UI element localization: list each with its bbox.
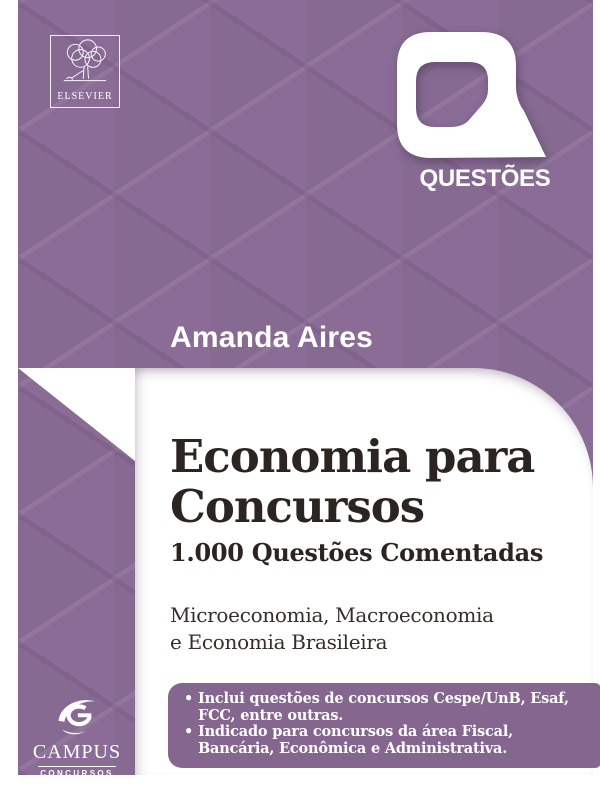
campus-imprint xyxy=(22,694,132,778)
elsevier-logo-box xyxy=(50,35,120,108)
book-topics xyxy=(170,602,494,656)
q-speech-bubble-icon xyxy=(395,30,548,160)
campus-subname: CONCURSOS xyxy=(40,769,114,778)
elsevier-label: ELSEVIER xyxy=(57,91,113,102)
white-area-wedge xyxy=(18,368,135,461)
campus-e-swirl-icon xyxy=(50,723,104,740)
highlight-line xyxy=(184,691,591,708)
bullet-dot: • xyxy=(184,723,194,740)
book-title xyxy=(170,432,534,532)
author-name: Amanda Aires xyxy=(170,321,374,354)
bullet-dot xyxy=(184,741,198,758)
series-label: QUESTÕES xyxy=(419,165,551,192)
highlight-line xyxy=(184,724,591,741)
book-subtitle: 1.000 Questões Comentadas xyxy=(170,538,544,567)
bullet-dot: • xyxy=(184,690,194,707)
campus-divider xyxy=(38,766,116,767)
highlights-box xyxy=(168,683,600,768)
bullet-dot xyxy=(184,708,198,725)
highlight-text: FCC, entre outras. xyxy=(198,706,344,724)
content-panel xyxy=(135,368,593,775)
elsevier-tree-icon xyxy=(54,39,116,90)
book-title-line2: Concursos xyxy=(170,480,425,533)
topics-line2: e Economia Brasileira xyxy=(170,630,388,654)
highlight-text: Inclui questões de concursos Cespe/UnB, Esaf, xyxy=(198,690,569,707)
highlight-line xyxy=(184,741,591,758)
highlight-text: Bancária, Econômica e Administrativa. xyxy=(198,739,508,757)
highlight-line xyxy=(184,708,591,725)
highlight-text: Indicado para concursos da área Fiscal, xyxy=(198,723,514,740)
topics-line1: Microeconomia, Macroeconomia xyxy=(170,603,494,627)
book-cover xyxy=(18,0,593,778)
campus-name: CAMPUS xyxy=(32,741,122,763)
book-title-line1: Economia para xyxy=(170,430,535,483)
